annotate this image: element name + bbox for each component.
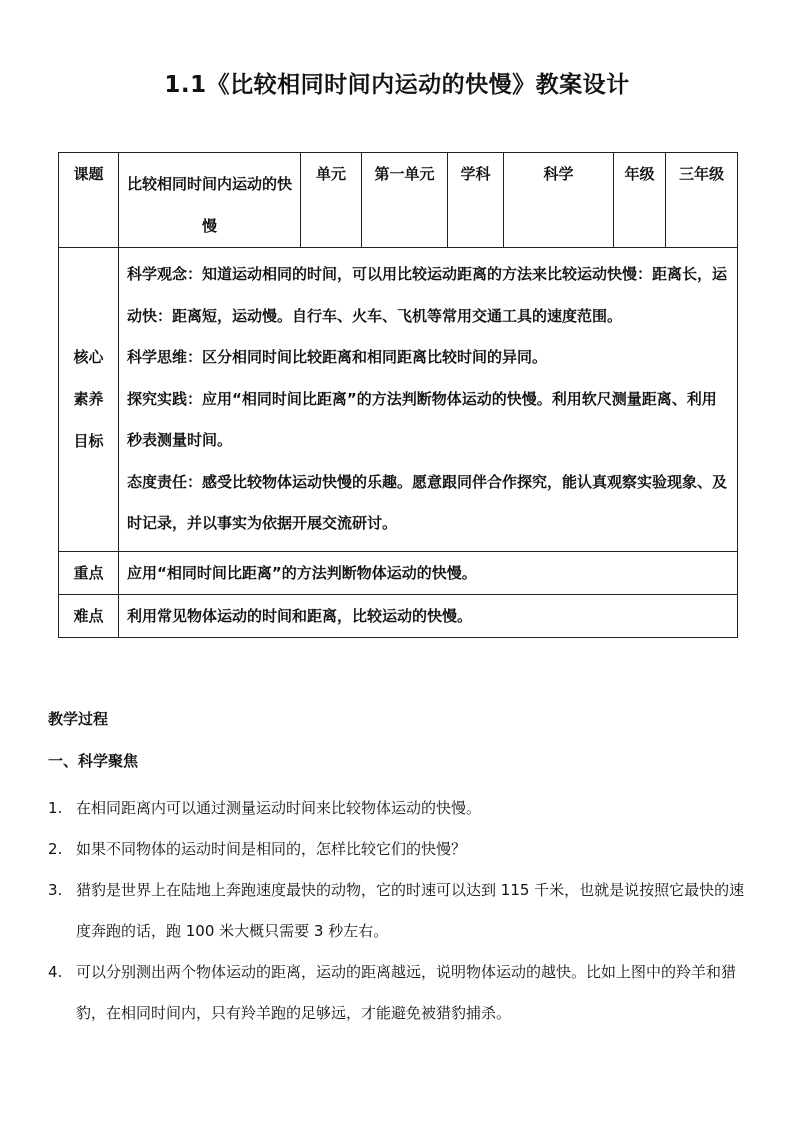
core-goals-content: [119, 248, 738, 552]
unit-value: 第一单元: [362, 153, 448, 248]
key-point-label: 重点: [59, 551, 119, 594]
core-label-line: 素养: [73, 390, 104, 409]
core-label-line: 核心: [73, 348, 104, 367]
list-item: [48, 788, 748, 829]
step-number: 2.: [48, 840, 63, 858]
difficult-point-value: 利用常见物体运动的时间和距离，比较运动的快慢。: [119, 594, 738, 637]
section-heading: 一、科学聚焦: [48, 752, 139, 770]
core-label-line: 目标: [73, 432, 104, 451]
grade-label: 年级: [614, 153, 666, 248]
list-item: [48, 829, 748, 870]
difficult-point-label: 难点: [59, 594, 119, 637]
core-goals-label: [59, 248, 119, 552]
step-text: 在相同距离内可以通过测量运动时间来比较物体运动的快慢。: [76, 799, 482, 817]
step-text: 可以分别测出两个物体运动的距离，运动的距离越远，说明物体运动的越快。比如上图中的羚羊和猎豹，在相同时间内，只有羚羊跑的足够远，才能避免被猎豹捕杀。: [76, 963, 737, 1022]
goal-science-concept: 科学观念：知道运动相同的时间，可以用比较运动距离的方法来比较运动快慢：距离长，运动快：距离短，运动慢。自行车、火车、飞机等常用交通工具的速度范围。: [127, 265, 728, 325]
difficult-point-row: [59, 594, 738, 637]
goal-inquiry-practice: 探究实践：应用“相同时间比距离”的方法判断物体运动的快慢。利用软尺测量距离、利用秒表测量时间。: [127, 389, 717, 449]
lesson-info-table: [58, 152, 738, 638]
list-item: [48, 952, 748, 1034]
grade-value: 三年级: [666, 153, 738, 248]
topic-value: 比较相同时间内运动的快慢: [119, 153, 301, 248]
step-number: 4.: [48, 963, 63, 981]
unit-label: 单元: [301, 153, 362, 248]
step-number: 1.: [48, 799, 63, 817]
goal-science-thinking: 科学思维：区分相同时间比较距离和相同距离比较时间的异同。: [127, 348, 548, 366]
key-point-row: [59, 551, 738, 594]
step-text: 猎豹是世界上在陆地上奔跑速度最快的动物，它的时速可以达到 115 千米，也就是说按照它最快的速度奔跑的话，跑 100 米大概只需要 3 秒左右。: [76, 881, 745, 940]
steps-list: [48, 788, 748, 1034]
header-row: [59, 153, 738, 248]
subject-value: 科学: [504, 153, 614, 248]
topic-label: 课题: [59, 153, 119, 248]
step-text: 如果不同物体的运动时间是相同的，怎样比较它们的快慢？: [76, 840, 467, 858]
core-goals-row: [59, 248, 738, 552]
goal-attitude: 态度责任：感受比较物体运动快慢的乐趣。愿意跟同伴合作探究，能认真观察实验现象、及时记录，并以事实为依据开展交流研讨。: [127, 472, 728, 532]
key-point-value: 应用“相同时间比距离”的方法判断物体运动的快慢。: [119, 551, 738, 594]
process-heading: 教学过程: [48, 710, 109, 728]
step-number: 3.: [48, 881, 63, 899]
list-item: [48, 870, 748, 952]
document-title: 1.1《比较相同时间内运动的快慢》教案设计: [164, 72, 630, 98]
subject-label: 学科: [448, 153, 504, 248]
